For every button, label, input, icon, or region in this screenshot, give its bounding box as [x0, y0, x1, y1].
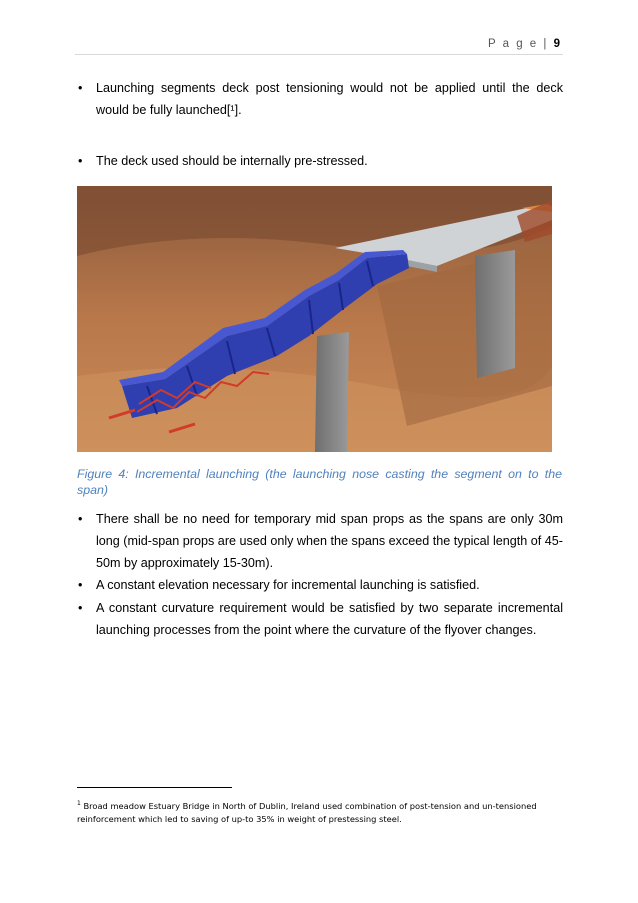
footnote	[77, 797, 563, 826]
footnote-marker: 1	[77, 800, 81, 807]
bullet-item	[78, 150, 563, 172]
incremental-launching-illustration	[77, 186, 552, 452]
bullet-text: Launching segments deck post tensioning would not be applied until the deck would be fully launched[¹].	[96, 81, 563, 117]
bullet-text: The deck used should be internally pre-stressed.	[96, 154, 368, 168]
footnote-text: Broad meadow Estuary Bridge in North of Dublin, Ireland used combination of post-tension and un-tensioned reinforcement which led to saving of up-to 35% in weight of prestessing steel.	[77, 800, 537, 824]
bullet-text: A constant curvature requirement would be satisfied by two separate incremental launching processes from the point where the curvature of the flyover changes.	[96, 601, 563, 637]
figure-image	[77, 186, 552, 452]
bullet-text: A constant elevation necessary for incremental launching is satisfied.	[96, 578, 480, 592]
page-header: P a g e | 9	[487, 38, 560, 50]
footnote-rule	[77, 787, 232, 788]
bullet-dot: •	[78, 601, 83, 615]
bullet-item	[78, 508, 563, 574]
bullet-dot: •	[78, 512, 83, 526]
bullet-item	[78, 597, 563, 641]
bullet-text: There shall be no need for temporary mid span props as the spans are only 30m long (mid-span props are used only when the spans exceed the typical length of 45-50m by approximately 15-30m).	[96, 512, 563, 570]
bullet-item	[78, 77, 563, 121]
figure-caption: Figure 4: Incremental launching (the launching nose casting the segment on to the span)	[77, 467, 562, 497]
header-rule	[75, 54, 563, 55]
bullet-dot: •	[78, 81, 83, 95]
pier-left	[315, 332, 349, 452]
bullet-item	[78, 574, 563, 596]
page-number: 9	[553, 38, 560, 50]
bullet-dot: •	[78, 578, 83, 592]
pier-right	[475, 250, 515, 378]
bullet-dot: •	[78, 154, 83, 168]
page-label: P a g e	[487, 38, 539, 50]
